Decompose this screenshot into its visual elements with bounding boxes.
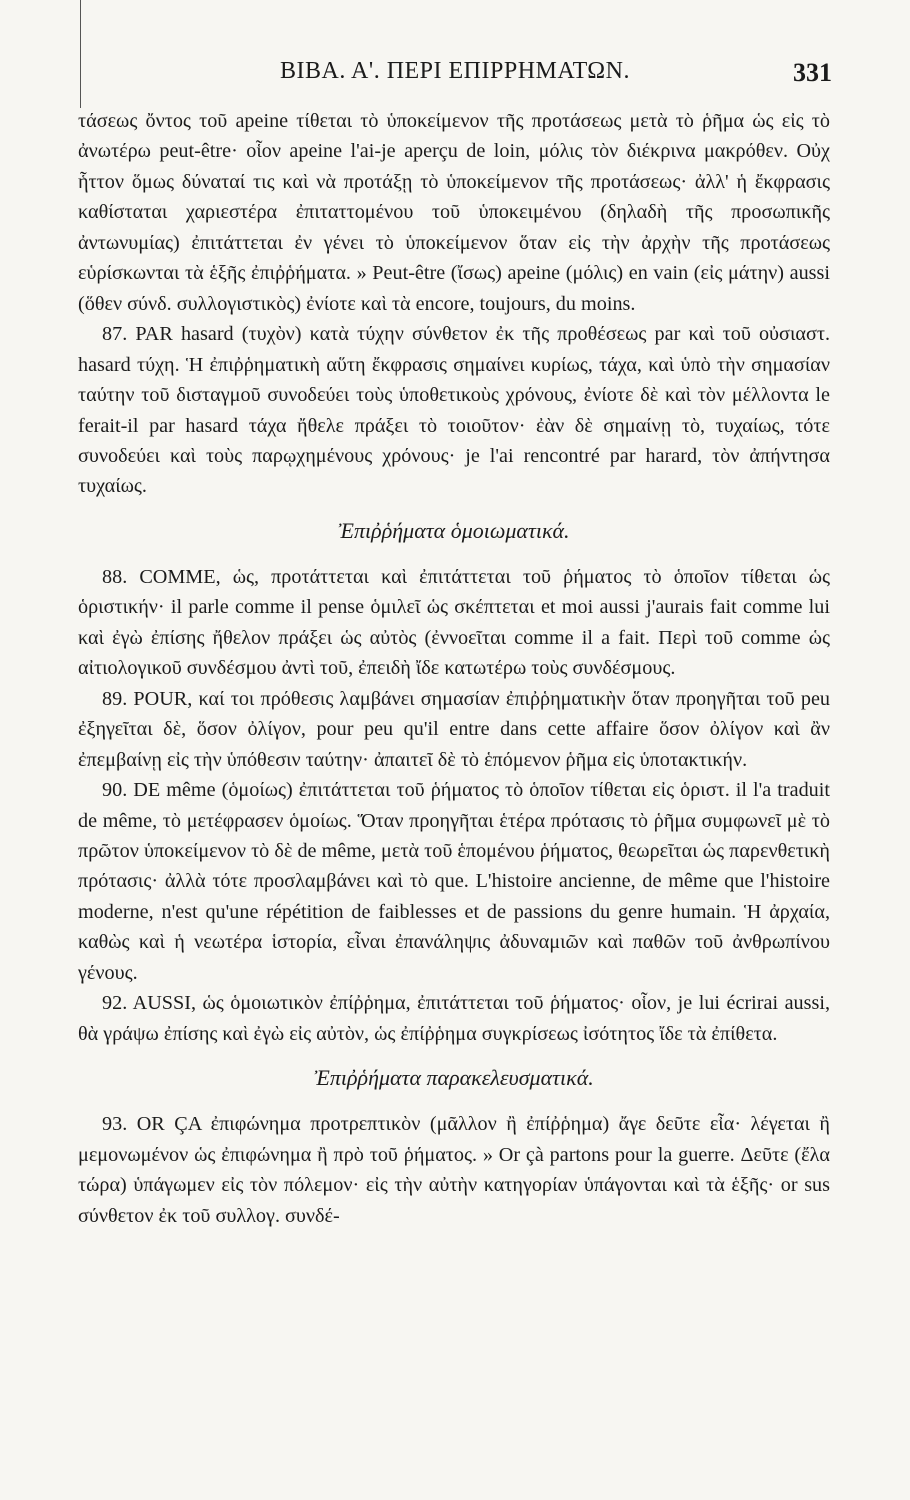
section-heading-similarity-adverbs: Ἐπιῤῥήματα ὁμοιωματικά. [338, 517, 570, 543]
paragraph-87: 87. PAR hasard (τυχὸν) κατὰ τύχην σύνθετον ἐκ τῆς προθέσεως par καὶ τοῦ οὐσιαστ. hasard τύχη. Ἡ ἐπιῤῥηματικὴ αὕτη ἔκφρασις σημαίνει κυρίως, τάχα, καὶ ὑπὸ τὴν σημασίαν ταύτην τοῦ δισταγμοῦ συνοδεύει τοὺς ὑποθετικοὺς χρόνους, ἐνίοτε δὲ καὶ τὸν μέλλοντα le ferait-il par hasard τάχα ἤθελε πράξει τὸ τοιοῦτον· ἐὰν δὲ σημαίνῃ τὸ, τυχαίως, τότε συνοδεύει καὶ τοὺς παρῳχημένους χρόνους· je l'ai rencontré par harard, τὸν ἀπήντησα τυχαίως. [78, 323, 830, 498]
paragraph-89: 89. POUR, καί τοι πρόθεσις λαμβάνει σημασίαν ἐπιῤῥηματικὴν ὅταν προηγῆται τοῦ peu ἐξηγεῖται δὲ, ὅσον ὀλίγον, pour peu qu'il entre dans cette affaire ὅσον ὀλίγον καὶ ἂν ἐπεμβαίνῃ εἰς τὴν ὑπόθεσιν ταύτην· ἀπαιτεῖ δὲ τὸ ἑπόμενον ῥῆμα εἰς ὑποτακτικήν. [78, 687, 830, 771]
paragraph-90: 90. DE même (ὁμοίως) ἐπιτάττεται τοῦ ῥήματος τὸ ὁποῖον τίθεται εἰς ὁριστ. il l'a traduit de même, τὸ μετέφρασεν ὁμοίως. Ὅταν προηγῆται ἑτέρα πρότασις τὸ ῥῆμα συμφωνεῖ μὲ τὸ πρῶτον ὑποκείμενον τὸ δὲ de même, μετὰ τοῦ ἑπομένου ῥήματος, θεωρεῖται ὡς παρενθετικὴ πρότασις· ἀλλὰ τότε προσλαμβάνει καὶ τὸ que. L'histoire ancienne, de même que l'histoire moderne, n'est qu'une répétition de faiblesses et de passions du genre humain. Ἡ ἀρχαία, καθὼς καὶ ἡ νεωτέρα ἱστορία, εἶναι ἐπανάληψις ἀδυναμιῶν καὶ παθῶν τοῦ ἀνθρωπίνου γένους. [78, 779, 830, 984]
paragraph-88: 88. COMME, ὡς, προτάττεται καὶ ἐπιτάττεται τοῦ ῥήματος τὸ ὁποῖον τίθεται ὡς ὁριστικήν· il parle comme il pense ὁμιλεῖ ὡς σκέπτεται et moi aussi j'aurais fait comme lui καὶ ἐγὼ ἐπίσης ἤθελον πράξει ὡς αὐτὸς (ἐννοεῖται comme il a fait. Περὶ τοῦ comme ὡς αἰτιολογικοῦ συνδέσμου ἀντὶ τοῦ, ἐπειδὴ ἴδε κατωτέρω τοὺς συνδέσμους. [78, 565, 830, 680]
section-heading-exhortative-adverbs: Ἐπιῤῥήματα παρακελευσματικά. [314, 1065, 594, 1091]
page-header [78, 58, 832, 98]
page-number: 331 [793, 58, 832, 87]
paragraph-93: 93. OR ÇA ἐπιφώνημα προτρεπτικὸν (μᾶλλον ἢ ἐπίῤῥημα) ἄγε δεῦτε εἶα· λέγεται ἢ μεμονωμένον ὡς ἐπιφώνημα ἢ πρὸ τοῦ ῥήματος. » Or çà partons pour la guerre. Δεῦτε (ἔλα τώρα) ὑπάγωμεν εἰς τὸν πόλεμον· εἰς τὴν αὐτὴν κατηγορίαν ὑπάγονται καὶ τὰ ἑξῆς· or sus σύνθετον ἐκ τοῦ συλλογ. συνδέ- [78, 1113, 830, 1227]
paragraph-continuation: τάσεως ὄντος τοῦ apeine τίθεται τὸ ὑποκείμενον τῆς προτάσεως μετὰ τὸ ῥῆμα ὡς εἰς τὸ ἀνωτέρω peut-être· οἷον apeine l'ai-je aperçu de loin, μόλις τὸν διέκρινα μακρόθεν. Οὐχ ἧττον ὅμως δύναταί τις καὶ νὰ προτάξῃ τὸ ὑποκείμενον τῆς προτάσεως· ἀλλ' ἡ ἔκφρασις καθίσταται χαριεστέρα ἐπιταττομένου τοῦ ὑποκειμένου (δηλαδὴ τῆς προσωπικῆς ἀντωνυμίας) ἐπιτάττεται ἐν γένει τὸ ὑποκείμενον ὅταν εἰς τὴν ἀρχὴν τῆς προτάσεως εὑρίσκωνται τὰ ἑξῆς ἐπιῤῥήματα. » Peut-être (ἴσως) apeine (μόλις) en vain (εἰς μάτην) aussi (ὅθεν σύνδ. συλλογιστικὸς) ἐνίοτε καὶ τὰ encore, toujours, du moins. [78, 110, 830, 315]
page-body [78, 106, 830, 1231]
paragraph-92: 92. AUSSI, ὡς ὁμοιωτικὸν ἐπίῤῥημα, ἐπιτάττεται τοῦ ῥήματος· οἷον, je lui écrirai aussi, θὰ γράψω ἐπίσης καὶ ἐγὼ εἰς αὐτὸν, ὡς ἐπίῤῥημα συγκρίσεως ἰσότητος ἴδε τὰ ἐπίθετα. [78, 992, 830, 1045]
running-head: BIBA. A'. ΠΕΡΙ ΕΠΙΡΡΗΜΑΤΩΝ. [280, 58, 630, 84]
